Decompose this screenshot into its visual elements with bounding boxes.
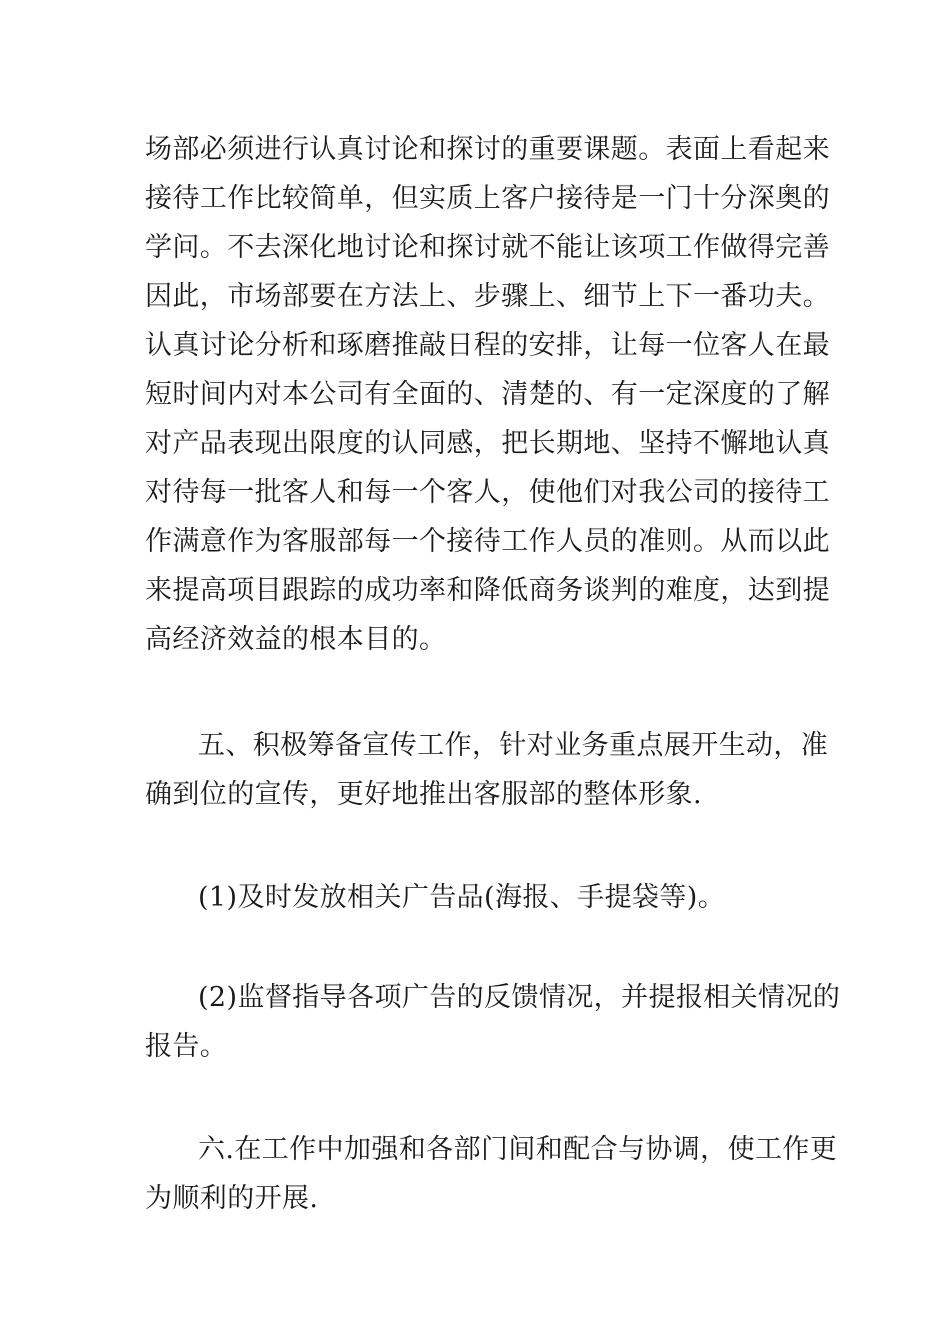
list-item-2: (2)监督指导各项广告的反馈情况，并提报相关情况的	[198, 982, 841, 1013]
paragraph-line: 因此，市场部要在方法上、步骤上、细节上下一番功夫。	[145, 281, 830, 312]
paragraph-line: 报告。	[145, 1031, 228, 1062]
paragraph-line: 来提高项目跟踪的成功率和降低商务谈判的难度，达到提	[145, 575, 830, 606]
paragraph-line: 确到位的宣传，更好地推出客服部的整体形象.	[145, 779, 702, 810]
section-heading-five: 五、积极筹备宣传工作，针对业务重点展开生动，准	[198, 730, 829, 761]
paragraph-line: 为顺利的开展.	[145, 1183, 319, 1214]
list-item-1: (1)及时发放相关广告品(海报、手提袋等)。	[198, 882, 726, 913]
paragraph-line: 认真讨论分析和琢磨推敲日程的安排，让每一位客人在最	[145, 330, 830, 361]
section-heading-six: 六.在工作中加强和各部门间和配合与协调，使工作更	[198, 1134, 838, 1165]
paragraph-line: 接待工作比较简单，但实质上客户接待是一门十分深奥的	[145, 183, 830, 214]
paragraph-line: 对产品表现出限度的认同感，把长期地、坚持不懈地认真	[145, 428, 830, 459]
paragraph-line: 短时间内对本公司有全面的、清楚的、有一定深度的了解	[145, 379, 830, 410]
paragraph-line: 对待每一批客人和每一个客人，使他们对我公司的接待工	[145, 477, 830, 508]
paragraph-line: 高经济效益的根本目的。	[145, 624, 447, 655]
paragraph-line: 作满意作为客服部每一个接待工作人员的准则。从而以此	[145, 526, 830, 557]
paragraph-line: 学问。不去深化地讨论和探讨就不能让该项工作做得完善	[145, 232, 830, 263]
paragraph-line: 场部必须进行认真讨论和探讨的重要课题。表面上看起来	[145, 134, 830, 165]
